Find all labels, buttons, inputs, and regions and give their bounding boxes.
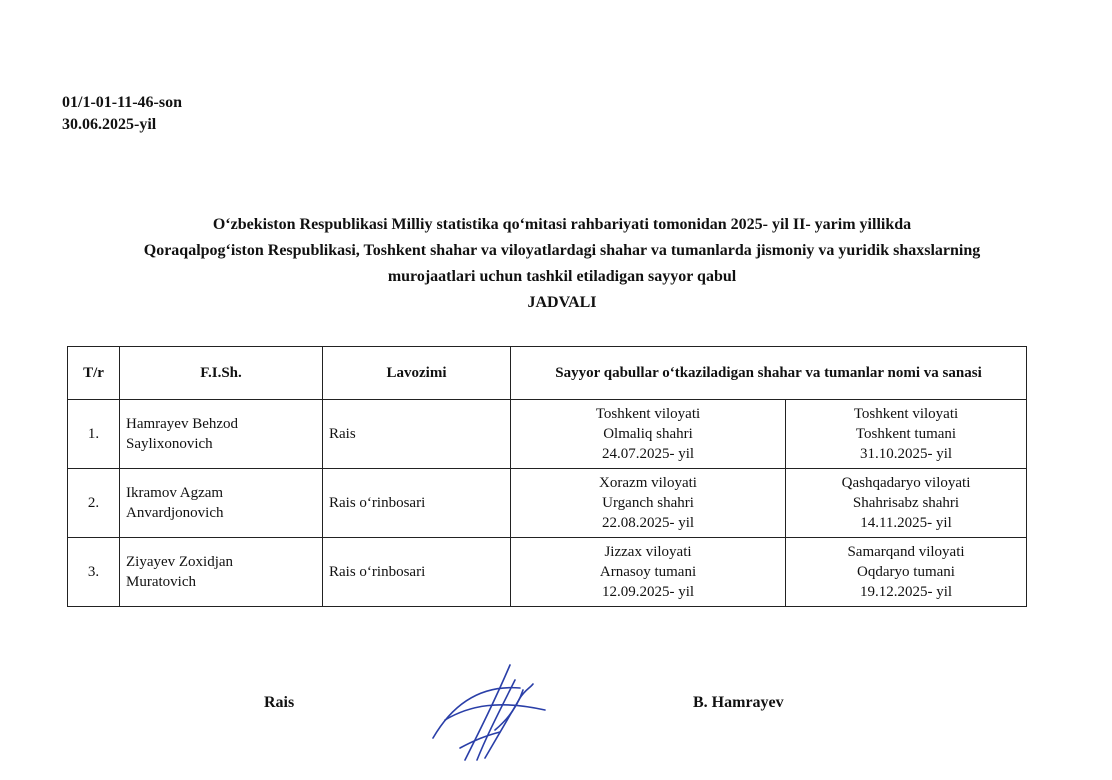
heading-line-3: murojaatlari uchun tashkil etiladigan sayyor qabul xyxy=(387,268,737,285)
row-name: Ikramov Agzam Anvardjonovich xyxy=(120,469,323,538)
header-name: F.I.Sh. xyxy=(120,347,323,400)
row-position: Rais o‘rinbosari xyxy=(323,469,511,538)
header-places: Sayyor qabullar o‘tkaziladigan shahar va tumanlar nomi va sanasi xyxy=(511,347,1027,400)
row-position: Rais xyxy=(323,400,511,469)
heading-line-1: O‘zbekiston Respublikasi Milliy statistika qo‘mitasi rahbariyati tomonidan 2025- yil II- yarim yillikda xyxy=(212,216,912,233)
row-number: 2. xyxy=(68,469,120,538)
row-position: Rais o‘rinbosari xyxy=(323,538,511,607)
table-header-row xyxy=(68,347,1027,400)
row-visit-2: Samarqand viloyati Oqdaryo tumani 19.12.2025- yil xyxy=(786,538,1027,607)
document-reference xyxy=(62,92,182,136)
row-visit-1: Jizzax viloyati Arnasoy tumani 12.09.2025- yil xyxy=(511,538,786,607)
row-visit-1: Toshkent viloyati Olmaliq shahri 24.07.2025- yil xyxy=(511,400,786,469)
table-row xyxy=(68,469,1027,538)
reference-date: 30.06.2025-yil xyxy=(62,116,157,133)
reference-number: 01/1-01-11-46-son xyxy=(62,94,182,111)
heading-line-2: Qoraqalpog‘iston Respublikasi, Toshkent shahar va viloyatlardagi shahar va tumanlarda jismoniy va yuridik shaxslarning xyxy=(143,242,981,259)
row-name: Hamrayev Behzod Saylixonovich xyxy=(120,400,323,469)
row-number: 1. xyxy=(68,400,120,469)
row-visit-2: Toshkent viloyati Toshkent tumani 31.10.2025- yil xyxy=(786,400,1027,469)
signatory-name: B. Hamrayev xyxy=(693,694,784,711)
row-visit-1: Xorazm viloyati Urganch shahri 22.08.2025- yil xyxy=(511,469,786,538)
header-number: T/r xyxy=(68,347,120,400)
row-visit-2: Qashqadaryo viloyati Shahrisabz shahri 14.11.2025- yil xyxy=(786,469,1027,538)
row-number: 3. xyxy=(68,538,120,607)
schedule-table xyxy=(67,346,1027,607)
signatory-title: Rais xyxy=(264,694,295,711)
document-heading xyxy=(62,212,1062,316)
table-row xyxy=(68,400,1027,469)
handwritten-signature xyxy=(425,660,555,770)
row-name: Ziyayev Zoxidjan Muratovich xyxy=(120,538,323,607)
header-position: Lavozimi xyxy=(323,347,511,400)
heading-line-4: JADVALI xyxy=(527,294,597,311)
table-row xyxy=(68,538,1027,607)
